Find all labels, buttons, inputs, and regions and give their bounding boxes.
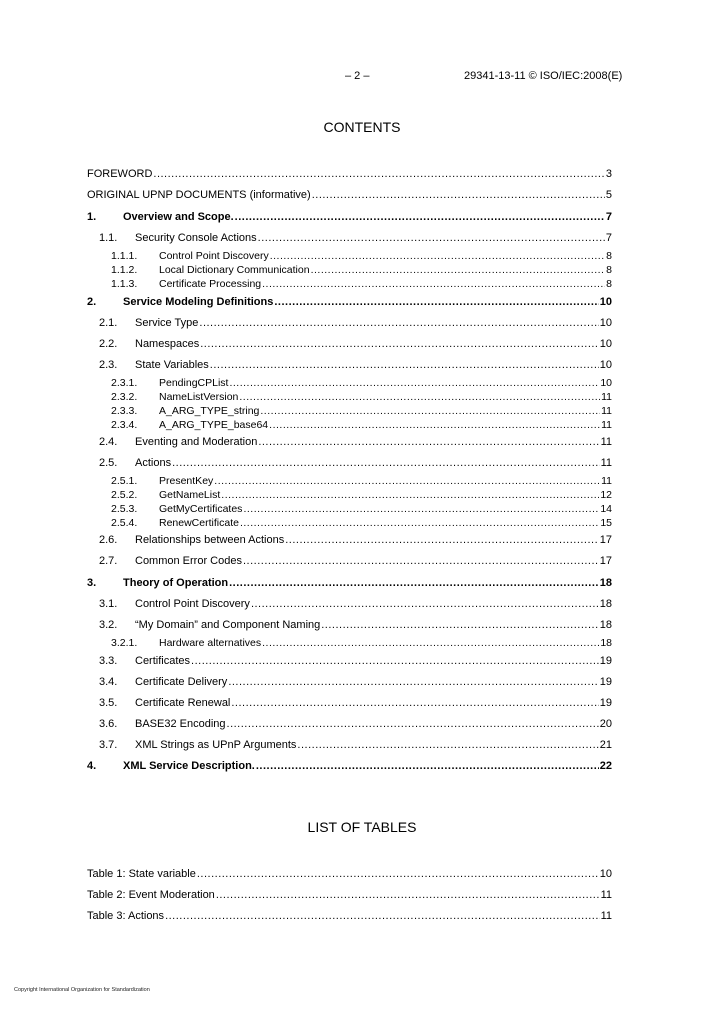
toc-entry-number: 2.7. [99,555,118,567]
toc-entry-page: 11 [601,475,612,487]
toc-entry-title: Service Type [135,317,199,329]
toc-entry[interactable] [111,277,612,291]
toc-entry-title: A_ARG_TYPE_string [159,405,260,417]
toc-entry-page: 11 [601,405,612,417]
toc-entry-page: 8 [606,264,612,276]
toc-entry-number: 3.7. [99,739,118,751]
toc-entry[interactable] [87,188,612,202]
toc-dot-leader [199,316,598,330]
toc-dot-leader [256,759,599,773]
toc-entry-number: 3.6. [99,718,118,730]
page-number: – 2 – [345,70,370,82]
toc-entry[interactable] [111,474,612,488]
toc-entry-number: 2.3.3. [111,405,138,417]
toc-entry[interactable] [99,597,612,611]
toc-entry[interactable] [111,488,612,502]
toc-entry-page: 19 [599,697,612,709]
toc-dot-leader [243,502,599,516]
toc-entry-page: 14 [600,503,612,515]
toc-entry-page: 3 [605,168,612,180]
toc-entry-page: 21 [599,739,612,751]
toc-entry[interactable] [111,249,612,263]
toc-entry[interactable] [99,717,612,731]
toc-entry-page: 22 [599,760,612,772]
toc-entry-title: Control Point Discovery [159,250,269,262]
toc-entry[interactable] [99,738,612,752]
table-list-entry[interactable] [87,867,612,881]
toc-entry[interactable] [99,435,612,449]
toc-entry[interactable] [87,295,612,309]
toc-entry[interactable] [99,533,612,547]
toc-entry-title: XML Service Description. [123,760,255,772]
toc-entry-title: Theory of Operation [123,577,229,589]
toc-dot-leader [172,456,600,470]
toc-entry-page: 11 [600,436,612,448]
toc-entry-page: 20 [599,718,612,730]
toc-dot-leader [243,554,599,568]
toc-entry[interactable] [99,675,612,689]
table-list-entry-page: 11 [600,889,612,901]
toc-entry[interactable] [111,390,612,404]
table-list-dot-leader [197,867,599,881]
toc-dot-leader [269,418,600,432]
list-of-tables-heading: LIST OF TABLES [307,819,417,835]
toc-entry[interactable] [99,316,612,330]
toc-entry[interactable] [111,636,612,650]
toc-entry-page: 10 [600,377,612,389]
toc-dot-leader [229,576,599,590]
toc-entry[interactable] [111,418,612,432]
toc-entry[interactable] [111,404,612,418]
toc-entry[interactable] [111,502,612,516]
toc-entry-number: 2.2. [99,338,118,350]
toc-dot-leader [221,488,599,502]
toc-entry-number: 2.3.2. [111,391,138,403]
toc-entry-number: 1.1.3. [111,278,138,290]
table-list-entry-title: Table 1: State variable [87,868,196,880]
toc-entry-number: 3.2. [99,619,118,631]
toc-entry-title: Control Point Discovery [135,598,250,610]
toc-entry-number: 3.4. [99,676,118,688]
toc-dot-leader [240,516,599,530]
table-list-entry-title: Table 2: Event Moderation [87,889,215,901]
toc-entry[interactable] [87,167,612,181]
toc-dot-leader [262,636,599,650]
toc-entry[interactable] [99,654,612,668]
toc-entry-number: 2.5.1. [111,475,138,487]
toc-entry[interactable] [87,210,612,224]
toc-entry-number: 3.1. [99,598,118,610]
toc-dot-leader [210,358,599,372]
toc-entry-title: Overview and Scope. [123,211,234,223]
toc-entry[interactable] [99,456,612,470]
toc-entry-title: RenewCertificate [159,517,239,529]
toc-entry[interactable] [111,516,612,530]
toc-entry[interactable] [87,576,612,590]
table-list-entry[interactable] [87,888,612,902]
toc-entry-page: 10 [599,338,612,350]
toc-entry-number: 1.1.2. [111,264,138,276]
toc-entry-title: ORIGINAL UPNP DOCUMENTS (informative) [87,189,311,201]
toc-entry-page: 19 [599,676,612,688]
toc-dot-leader [258,231,605,245]
toc-entry-title: “My Domain” and Component Naming [135,619,321,631]
toc-entry-title: Certificate Delivery [135,676,228,688]
toc-entry-number: 2.5.2. [111,489,138,501]
toc-dot-leader [251,597,599,611]
toc-entry-page: 8 [606,250,612,262]
toc-dot-leader [214,474,600,488]
toc-entry-title: Certificate Renewal [135,697,231,709]
toc-entry-number: 2.5.4. [111,517,138,529]
toc-entry-number: 2.6. [99,534,118,546]
toc-entry-number: 2.4. [99,436,118,448]
toc-entry[interactable] [87,759,612,773]
toc-entry-title: Common Error Codes [135,555,242,567]
toc-entry-title: Certificate Processing [159,278,262,290]
toc-dot-leader [321,618,599,632]
toc-entry-number: 2.5.3. [111,503,138,515]
toc-dot-leader [274,295,598,309]
toc-dot-leader [260,404,600,418]
toc-entry[interactable] [99,618,612,632]
toc-entry-page: 10 [599,317,612,329]
toc-entry-page: 10 [599,359,612,371]
toc-entry[interactable] [99,358,612,372]
toc-entry-page: 18 [599,577,612,589]
toc-entry-page: 11 [600,457,612,469]
toc-entry-number: 2. [87,296,97,308]
toc-entry-page: 5 [605,189,612,201]
toc-dot-leader [311,263,606,277]
toc-entry-title: Certificates [135,655,191,667]
toc-entry[interactable] [111,263,612,277]
toc-entry[interactable] [99,696,612,710]
toc-entry[interactable] [99,231,612,245]
toc-entry[interactable] [99,554,612,568]
toc-entry-number: 2.3.1. [111,377,138,389]
table-list-entry-page: 11 [600,910,612,922]
toc-dot-leader [227,717,599,731]
toc-entry-title: GetNameList [159,489,221,501]
toc-entry-page: 15 [600,517,612,529]
toc-entry-page: 12 [600,489,612,501]
toc-entry-number: 4. [87,760,97,772]
toc-entry-page: 10 [599,296,612,308]
toc-entry-page: 17 [599,555,612,567]
toc-entry-page: 17 [599,534,612,546]
toc-entry-number: 2.3. [99,359,118,371]
toc-entry-number: 1.1. [99,232,118,244]
table-list-dot-leader [216,888,600,902]
toc-dot-leader [312,188,605,202]
toc-entry-number: 3.2.1. [111,637,138,649]
toc-entry-number: 2.3.4. [111,419,138,431]
toc-dot-leader [191,654,599,668]
toc-dot-leader [231,696,598,710]
toc-entry-title: PresentKey [159,475,214,487]
toc-entry-page: 7 [605,211,612,223]
toc-entry-title: FOREWORD [87,168,153,180]
toc-entry-page: 7 [605,232,612,244]
document-identifier: 29341-13-11 © ISO/IEC:2008(E) [464,70,623,82]
toc-entry-title: Service Modeling Definitions [123,296,274,308]
toc-entry-title: BASE32 Encoding [135,718,226,730]
toc-entry-number: 3. [87,577,97,589]
table-list-dot-leader [165,909,600,923]
toc-entry-title: Actions [135,457,172,469]
toc-entry-number: 1. [87,211,97,223]
toc-entry-page: 18 [599,598,612,610]
toc-entry-title: PendingCPList [159,377,229,389]
toc-dot-leader [228,675,598,689]
toc-entry-title: Namespaces [135,338,200,350]
toc-entry-number: 3.3. [99,655,118,667]
toc-entry-title: State Variables [135,359,209,371]
table-list-entry[interactable] [87,909,612,923]
toc-entry-number: 3.5. [99,697,118,709]
toc-dot-leader [153,167,604,181]
toc-dot-leader [235,210,605,224]
toc-dot-leader [285,533,599,547]
toc-entry-number: 2.5. [99,457,118,469]
toc-dot-leader [200,337,599,351]
toc-dot-leader [270,249,605,263]
toc-entry-page: 11 [601,391,612,403]
toc-entry-title: GetMyCertificates [159,503,243,515]
toc-entry-page: 19 [599,655,612,667]
toc-entry-page: 18 [599,619,612,631]
toc-dot-leader [262,277,605,291]
toc-entry[interactable] [99,337,612,351]
toc-entry[interactable] [111,376,612,390]
toc-entry-title: NameListVersion [159,391,239,403]
toc-entry-title: Hardware alternatives [159,637,262,649]
toc-entry-title: XML Strings as UPnP Arguments [135,739,297,751]
toc-entry-page: 18 [600,637,612,649]
toc-dot-leader [229,376,599,390]
toc-entry-page: 8 [606,278,612,290]
toc-dot-leader [297,738,598,752]
contents-heading: CONTENTS [323,119,401,135]
toc-entry-title: Local Dictionary Communication [159,264,310,276]
toc-entry-title: A_ARG_TYPE_base64 [159,419,269,431]
toc-entry-title: Eventing and Moderation [135,436,258,448]
table-list-entry-title: Table 3: Actions [87,910,165,922]
table-list-entry-page: 10 [599,868,612,880]
toc-entry-title: Security Console Actions [135,232,257,244]
toc-dot-leader [258,435,599,449]
toc-entry-number: 1.1.1. [111,250,138,262]
copyright-footer: Copyright International Organization for Standardization [14,987,150,993]
toc-entry-title: Relationships between Actions [135,534,285,546]
toc-entry-page: 11 [601,419,612,431]
toc-entry-number: 2.1. [99,317,118,329]
toc-dot-leader [239,390,600,404]
